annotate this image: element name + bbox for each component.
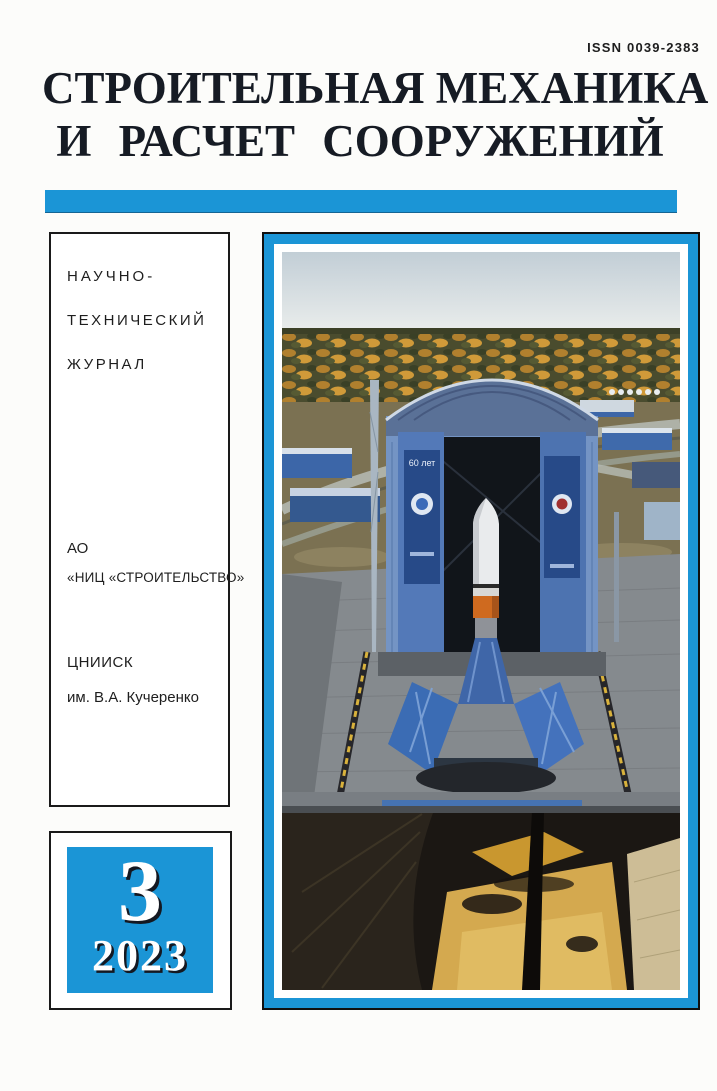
journal-type-line3: ЖУРНАЛ (67, 356, 147, 373)
journal-type-line2: ТЕХНИЧЕСКИЙ (67, 312, 207, 329)
publisher-org-line2: «НИЦ «СТРОИТЕЛЬСТВО» (67, 570, 245, 585)
issue-badge (67, 843, 213, 993)
journal-title-line1: СТРОИТЕЛЬНАЯ МЕХАНИКА (42, 63, 709, 113)
publisher-org-line1: АО (67, 540, 89, 557)
cover-photo-frame (262, 232, 700, 1010)
journal-title (42, 62, 709, 168)
issn-number: ISSN 0039-2383 (587, 40, 700, 55)
journal-type-line1: НАУЧНО- (67, 268, 156, 285)
photo-sky (282, 252, 680, 332)
institute-line1: ЦНИИСК (67, 654, 134, 671)
issue-year: 2023 (92, 931, 188, 980)
cover-photo (282, 252, 680, 990)
tower-banner-text: 60 лет (408, 458, 436, 468)
photo-flame-trench (282, 792, 680, 990)
title-divider-bar (45, 190, 677, 213)
cover-photo-mat (274, 244, 688, 998)
institute-line2: им. В.А. Кучеренко (67, 689, 199, 706)
journal-title-line2: И РАСЧЕТ СООРУЖЕНИЙ (56, 116, 664, 166)
issue-box (49, 831, 232, 1010)
issue-number: 3 (118, 843, 162, 940)
publisher-panel (49, 232, 245, 807)
